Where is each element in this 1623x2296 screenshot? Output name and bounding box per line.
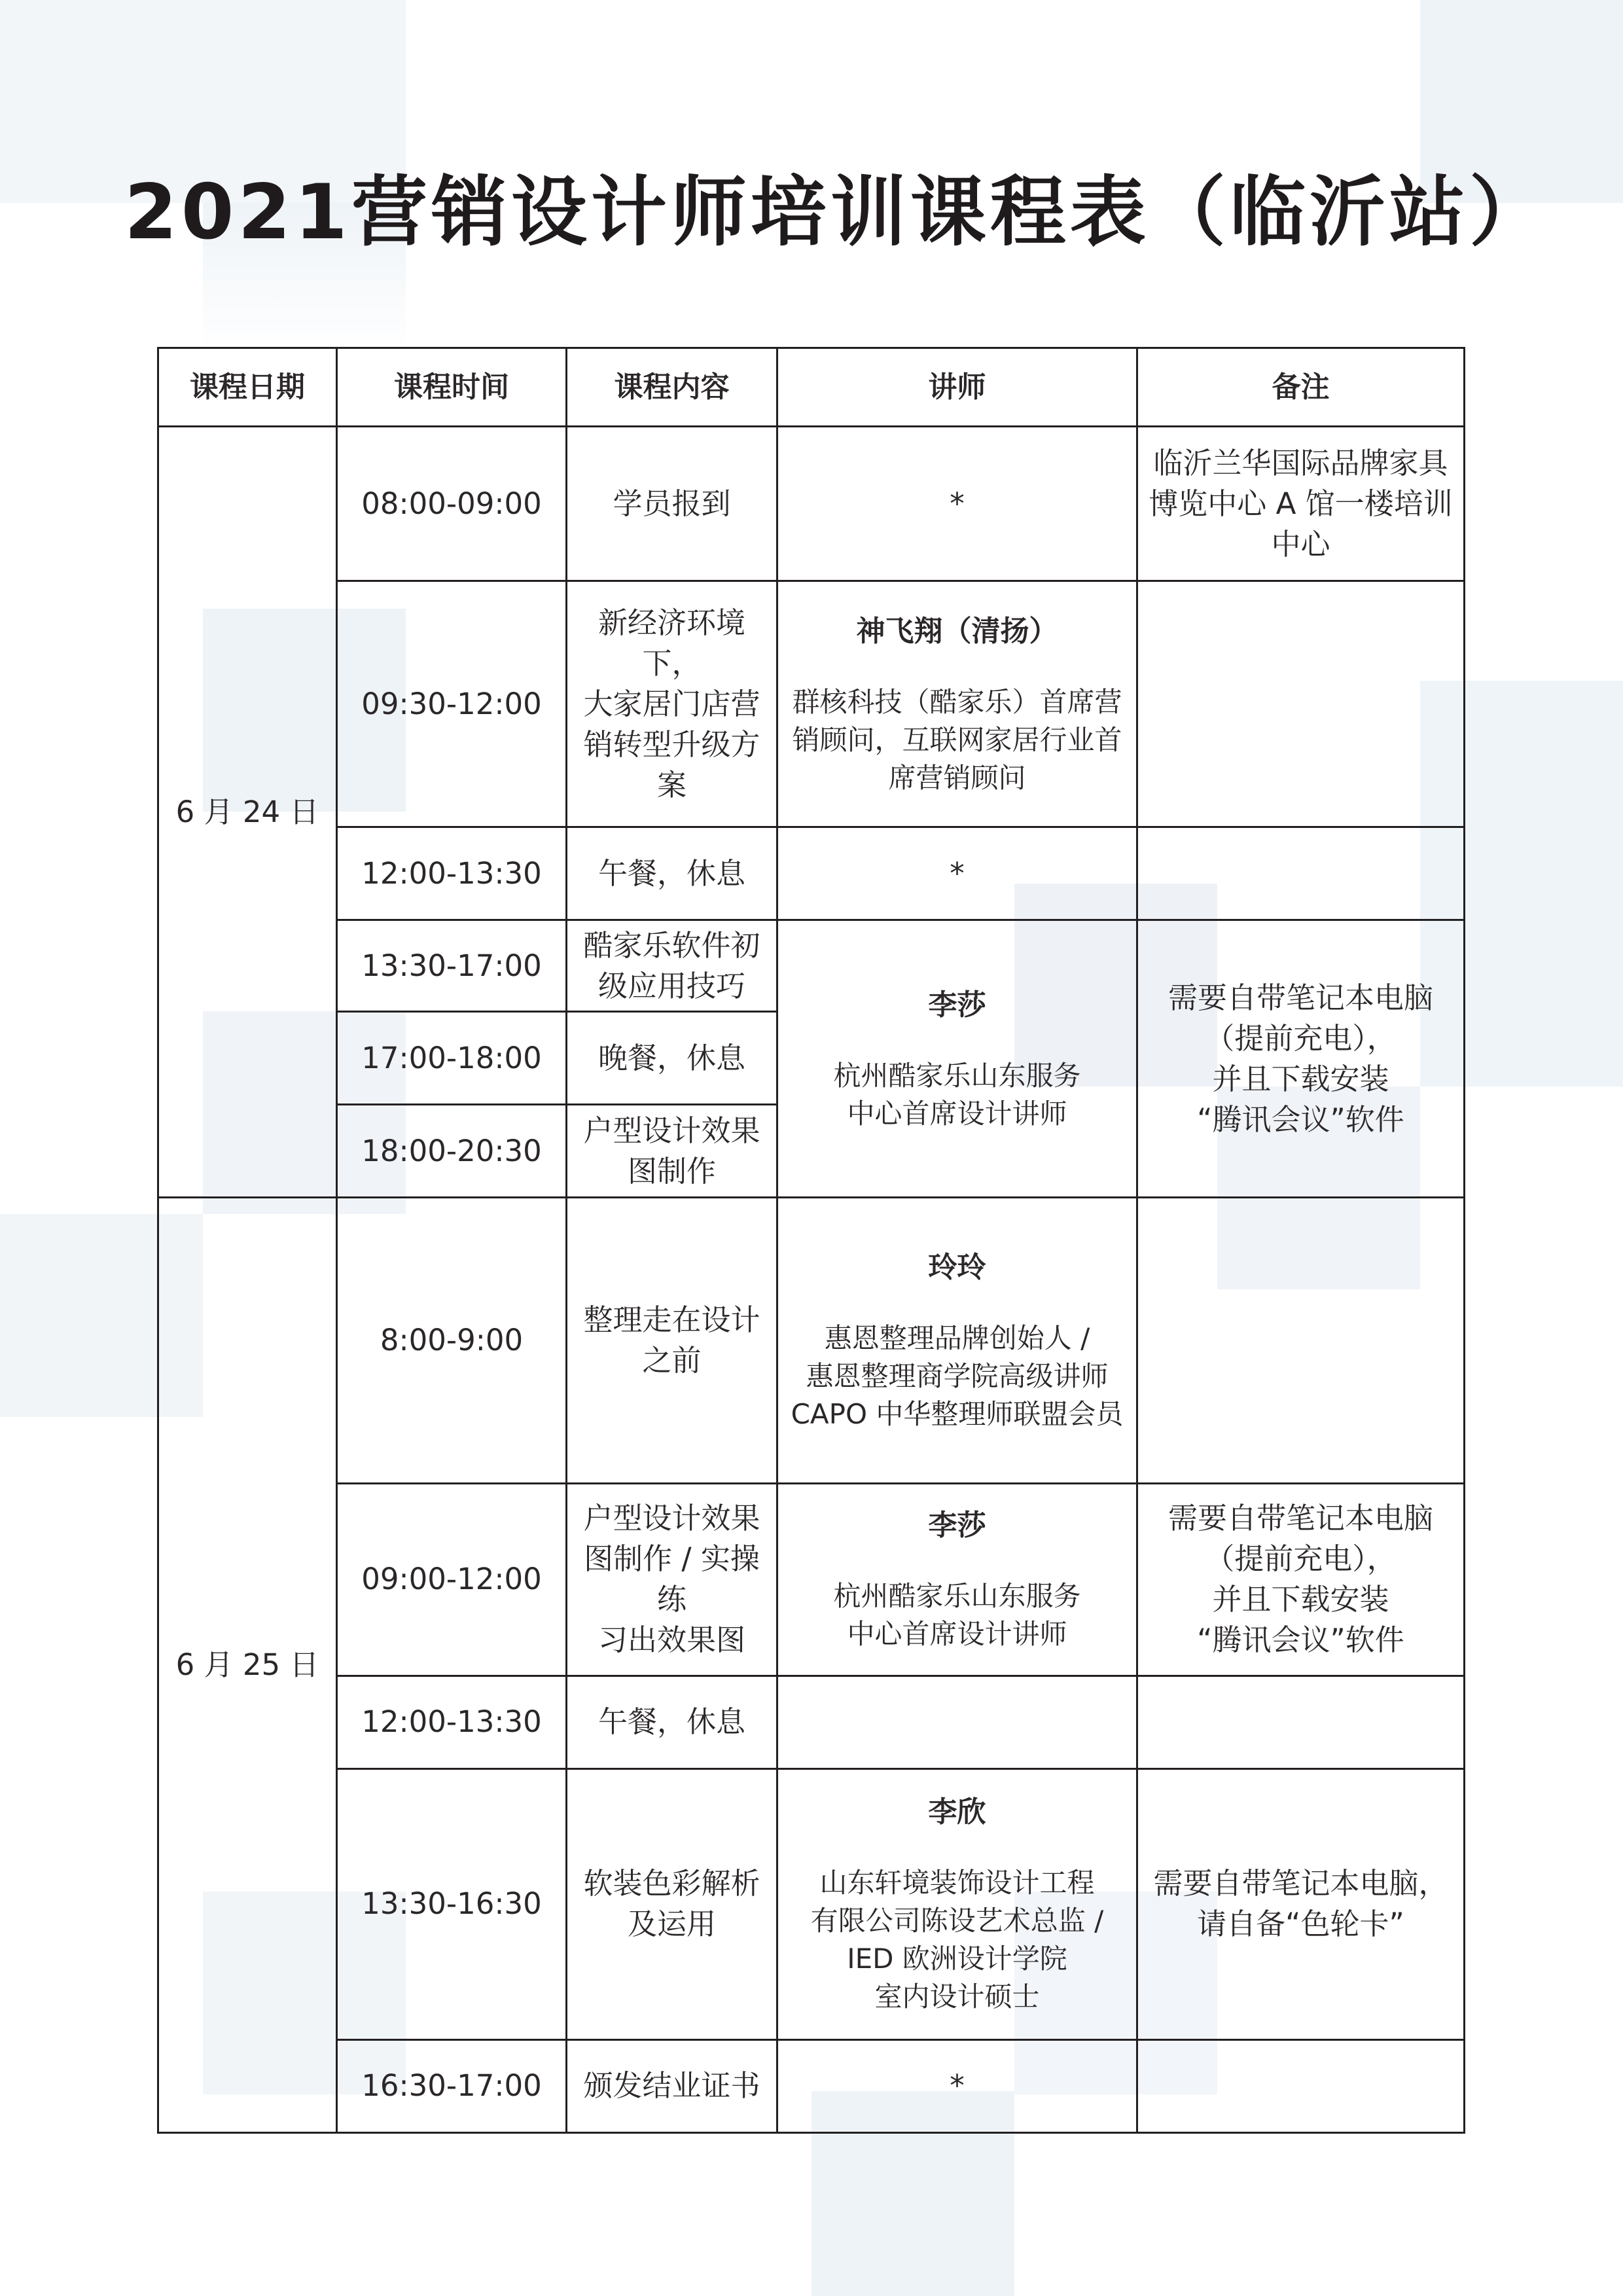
header-time: 课程时间 [337, 348, 567, 427]
table-row [158, 1483, 1465, 1676]
content-cell: 新经济环境下， 大家居门店营 销转型升级方 案 [567, 581, 777, 827]
content-cell: 户型设计效果 图制作 / 实操练 习出效果图 [567, 1483, 777, 1676]
speaker-name: 玲玲 [928, 1251, 986, 1284]
time-cell: 16:30-17:00 [337, 2039, 567, 2132]
content-cell: 酷家乐软件初 级应用技巧 [567, 920, 777, 1012]
date-cell: 6 月 25 日 [158, 1198, 337, 2133]
speaker-cell: * [777, 827, 1137, 920]
table-row [158, 581, 1465, 827]
speaker-cell [777, 581, 1137, 827]
page-title: 2021营销设计师培训课程表（临沂站） [124, 168, 1549, 257]
note-cell [1137, 581, 1465, 827]
header-note: 备注 [1137, 348, 1465, 427]
table-row [158, 1768, 1465, 2039]
speaker-desc: 惠恩整理品牌创始人 / 惠恩整理商学院高级讲师 CAPO 中华整理师联盟会员 [791, 1322, 1124, 1430]
time-cell: 17:00-18:00 [337, 1012, 567, 1105]
speaker-desc: 杭州酷家乐山东服务 中心首席设计讲师 [833, 1059, 1081, 1130]
time-cell: 09:00-12:00 [337, 1483, 567, 1676]
speaker-cell [777, 1483, 1137, 1676]
time-cell: 13:30-17:00 [337, 920, 567, 1012]
time-cell: 12:00-13:30 [337, 827, 567, 920]
content-cell: 户型设计效果 图制作 [567, 1105, 777, 1198]
header-content: 课程内容 [567, 348, 777, 427]
note-cell [1137, 2039, 1465, 2132]
speaker-cell: * [777, 2039, 1137, 2132]
content-cell: 整理走在设计 之前 [567, 1198, 777, 1483]
time-cell: 13:30-16:30 [337, 1768, 567, 2039]
note-cell: 临沂兰华国际品牌家具 博览中心 A 馆一楼培训 中心 [1137, 427, 1465, 581]
table-row [158, 427, 1465, 581]
date-cell: 6 月 24 日 [158, 427, 337, 1198]
speaker-desc: 群核科技（酷家乐）首席营 销顾问，互联网家居行业首 席营销顾问 [792, 685, 1122, 794]
note-cell [1137, 1676, 1465, 1768]
content-cell: 晚餐，休息 [567, 1012, 777, 1105]
note-cell: 需要自带笔记本电脑 （提前充电）， 并且下载安装 “腾讯会议”软件 [1137, 920, 1465, 1198]
speaker-cell [777, 1676, 1137, 1768]
table-row [158, 1198, 1465, 1483]
content-cell: 颁发结业证书 [567, 2039, 777, 2132]
table-row [158, 920, 1465, 1012]
table-row [158, 2039, 1465, 2132]
speaker-cell [777, 920, 1137, 1198]
note-cell: 需要自带笔记本电脑 （提前充电）， 并且下载安装 “腾讯会议”软件 [1137, 1483, 1465, 1676]
time-cell: 12:00-13:30 [337, 1676, 567, 1768]
note-cell [1137, 827, 1465, 920]
speaker-name: 李莎 [928, 988, 986, 1022]
header-row [158, 348, 1465, 427]
content-cell: 午餐，休息 [567, 1676, 777, 1768]
content-cell: 午餐，休息 [567, 827, 777, 920]
time-cell: 09:30-12:00 [337, 581, 567, 827]
schedule-table [157, 347, 1465, 2134]
speaker-cell: * [777, 427, 1137, 581]
speaker-cell [777, 1768, 1137, 2039]
note-cell [1137, 1198, 1465, 1483]
time-cell: 8:00-9:00 [337, 1198, 567, 1483]
time-cell: 18:00-20:30 [337, 1105, 567, 1198]
speaker-cell [777, 1198, 1137, 1483]
header-speaker: 讲师 [777, 348, 1137, 427]
speaker-desc: 山东轩境装饰设计工程 有限公司陈设艺术总监 / IED 欧洲设计学院 室内设计硕士 [810, 1867, 1104, 2013]
table-row [158, 827, 1465, 920]
table-row [158, 1676, 1465, 1768]
time-cell: 08:00-09:00 [337, 427, 567, 581]
note-cell: 需要自带笔记本电脑， 请自备“色轮卡” [1137, 1768, 1465, 2039]
speaker-name: 李莎 [928, 1509, 986, 1543]
header-date: 课程日期 [158, 348, 337, 427]
speaker-name: 李欣 [928, 1795, 986, 1829]
speaker-desc: 杭州酷家乐山东服务 中心首席设计讲师 [833, 1580, 1081, 1651]
content-cell: 软装色彩解析 及运用 [567, 1768, 777, 2039]
content-cell: 学员报到 [567, 427, 777, 581]
speaker-name: 神飞翔（清扬） [856, 614, 1058, 648]
